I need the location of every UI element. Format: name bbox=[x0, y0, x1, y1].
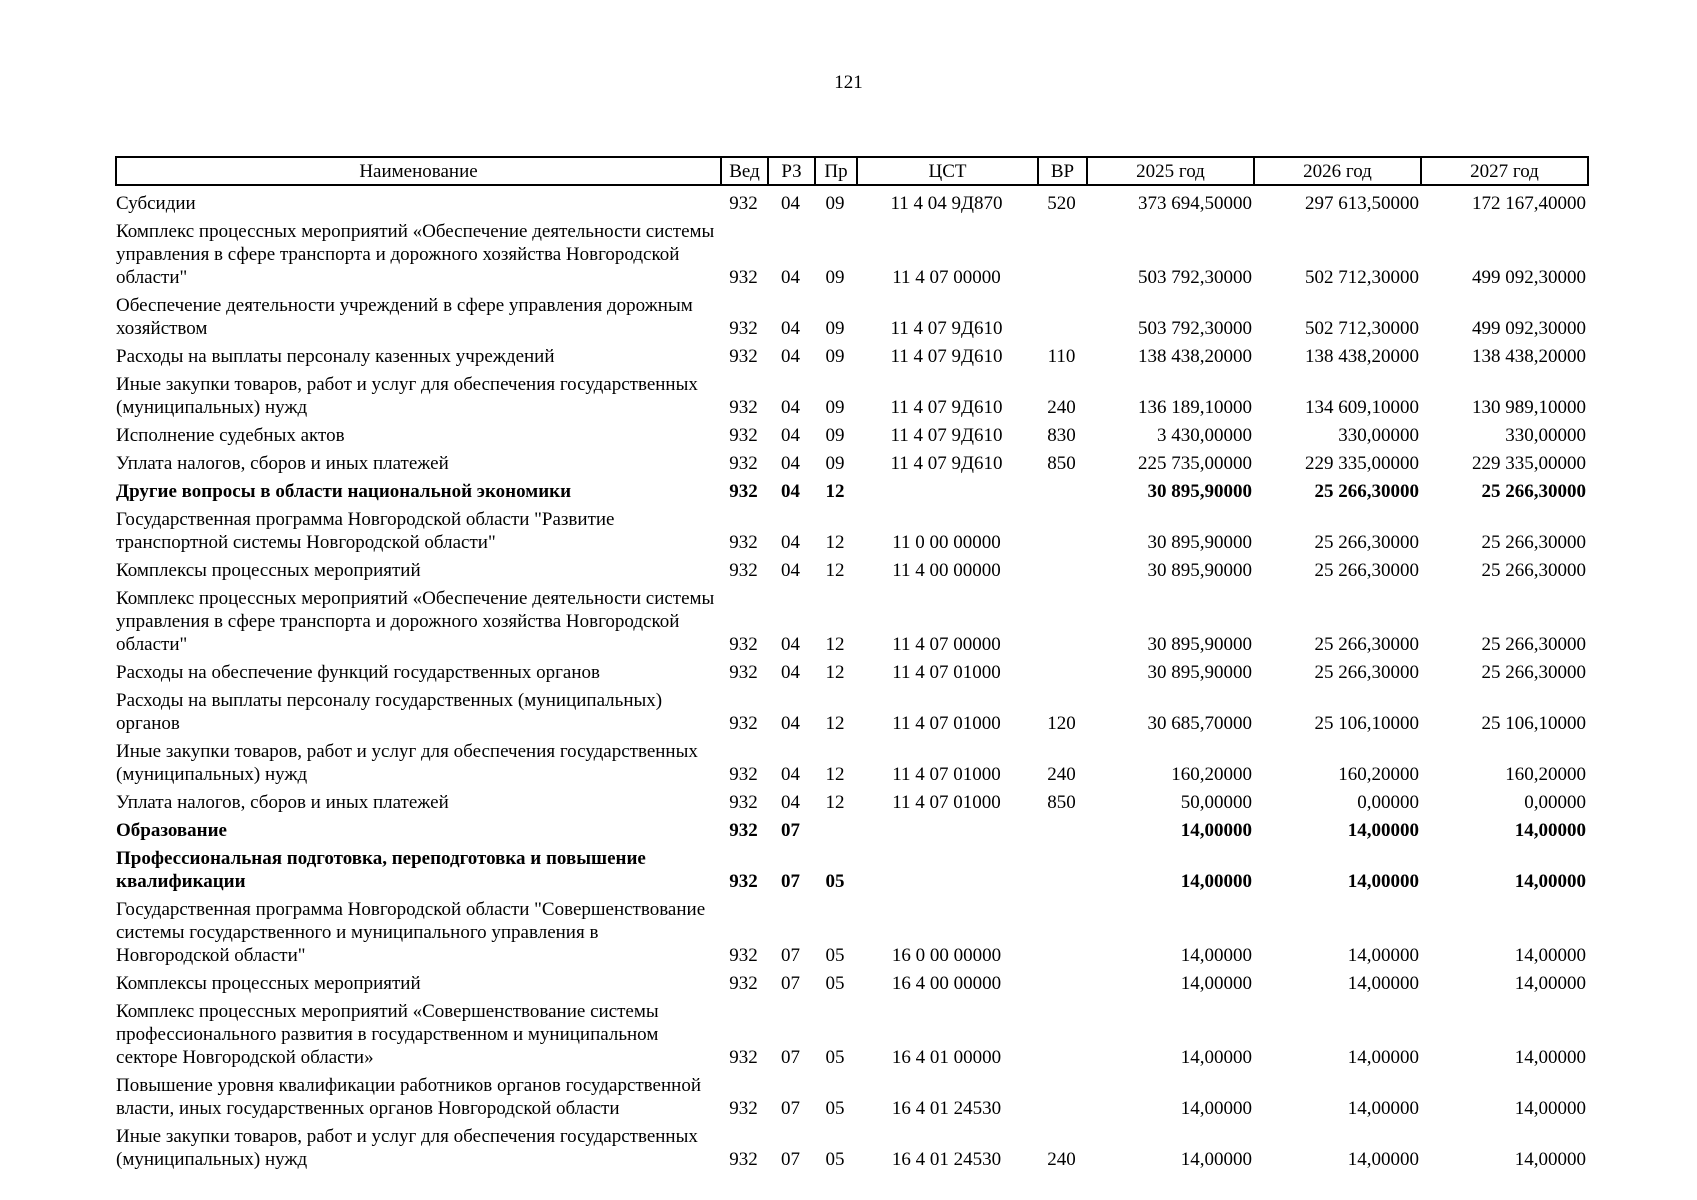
header-2026: 2026 год bbox=[1254, 157, 1421, 185]
cell-pr: 09 bbox=[825, 193, 845, 214]
table-row bbox=[116, 788, 1588, 816]
cell-2027: 14,00000 bbox=[1514, 871, 1586, 892]
cell-2026: 14,00000 bbox=[1347, 871, 1419, 892]
table-row bbox=[116, 1071, 1588, 1122]
cell-cst: 11 4 07 9Д610 bbox=[890, 346, 1003, 367]
cell-2026: 14,00000 bbox=[1347, 973, 1419, 994]
cell-cst: 11 4 07 9Д610 bbox=[890, 397, 1003, 418]
table-row bbox=[116, 185, 1588, 217]
header-vr: ВР bbox=[1038, 157, 1087, 185]
cell-2026: 14,00000 bbox=[1347, 1149, 1419, 1170]
cell-pr: 12 bbox=[825, 792, 845, 813]
header-ved: Вед bbox=[721, 157, 768, 185]
cell-vr bbox=[1038, 556, 1087, 584]
table-row bbox=[116, 370, 1588, 421]
cell-2026: 297 613,50000 bbox=[1305, 193, 1419, 214]
cell-vr: 240 bbox=[1047, 397, 1076, 418]
cell-cst bbox=[857, 844, 1038, 895]
cell-2026: 14,00000 bbox=[1347, 945, 1419, 966]
cell-vr bbox=[1038, 969, 1087, 997]
table-row bbox=[116, 342, 1588, 370]
cell-2027: 172 167,40000 bbox=[1472, 193, 1586, 214]
cell-pr: 09 bbox=[825, 425, 845, 446]
cell-cst: 11 4 04 9Д870 bbox=[890, 193, 1003, 214]
cell-cst: 11 4 07 9Д610 bbox=[890, 425, 1003, 446]
cell-2025: 50,00000 bbox=[1180, 792, 1252, 813]
table-row bbox=[116, 505, 1588, 556]
header-rz: РЗ bbox=[768, 157, 815, 185]
cell-ved: 932 bbox=[729, 945, 758, 966]
cell-rz: 07 bbox=[781, 871, 800, 892]
cell-2027: 14,00000 bbox=[1514, 945, 1586, 966]
cell-rz: 04 bbox=[781, 713, 800, 734]
cell-name: Иные закупки товаров, работ и услуг для обеспечения государственных (муниципальных) нужд bbox=[116, 741, 698, 785]
cell-rz: 07 bbox=[781, 1149, 800, 1170]
cell-2025: 136 189,10000 bbox=[1138, 397, 1252, 418]
table-row bbox=[116, 477, 1588, 505]
cell-name: Исполнение судебных актов bbox=[116, 425, 345, 446]
cell-name: Профессиональная подготовка, переподготовка и повышение квалификации bbox=[116, 848, 646, 892]
cell-2026: 14,00000 bbox=[1347, 1098, 1419, 1119]
cell-2027: 229 335,00000 bbox=[1472, 453, 1586, 474]
cell-pr: 12 bbox=[825, 662, 845, 683]
cell-2025: 3 430,00000 bbox=[1157, 425, 1252, 446]
cell-2027: 14,00000 bbox=[1514, 1149, 1586, 1170]
cell-name: Комплексы процессных мероприятий bbox=[116, 560, 421, 581]
cell-2025: 138 438,20000 bbox=[1138, 346, 1252, 367]
table-header bbox=[116, 157, 1588, 185]
cell-cst: 11 4 07 9Д610 bbox=[890, 318, 1003, 339]
cell-ved: 932 bbox=[729, 871, 758, 892]
cell-cst: 16 0 00 00000 bbox=[891, 945, 1002, 966]
cell-rz: 04 bbox=[781, 792, 800, 813]
cell-pr: 05 bbox=[825, 973, 845, 994]
cell-2027: 160,20000 bbox=[1505, 764, 1586, 785]
header-2027: 2027 год bbox=[1421, 157, 1588, 185]
cell-2027: 14,00000 bbox=[1514, 1098, 1586, 1119]
table-row bbox=[116, 969, 1588, 997]
cell-rz: 04 bbox=[781, 346, 800, 367]
cell-vr bbox=[1038, 505, 1087, 556]
cell-cst: 11 4 07 00000 bbox=[892, 634, 1001, 655]
table-row bbox=[116, 449, 1588, 477]
cell-ved: 932 bbox=[729, 634, 758, 655]
budget-table bbox=[115, 156, 1589, 1173]
cell-2025: 14,00000 bbox=[1180, 973, 1252, 994]
cell-ved: 932 bbox=[729, 397, 758, 418]
cell-ved: 932 bbox=[729, 318, 758, 339]
header-cst: ЦСТ bbox=[857, 157, 1038, 185]
cell-2025: 30 895,90000 bbox=[1147, 634, 1252, 655]
cell-2027: 14,00000 bbox=[1514, 820, 1586, 841]
cell-pr: 09 bbox=[825, 318, 845, 339]
cell-name: Повышение уровня квалификации работников органов государственной власти, иных государственных органов Новгородской области bbox=[116, 1075, 701, 1119]
cell-name: Расходы на обеспечение функций государственных органов bbox=[116, 662, 600, 683]
cell-cst: 16 4 01 24530 bbox=[891, 1149, 1002, 1170]
cell-rz: 07 bbox=[781, 973, 800, 994]
cell-cst: 11 4 07 01000 bbox=[892, 713, 1001, 734]
cell-cst: 16 4 01 00000 bbox=[891, 1047, 1002, 1068]
cell-2026: 25 266,30000 bbox=[1314, 481, 1419, 502]
table-row bbox=[116, 737, 1588, 788]
cell-vr bbox=[1038, 291, 1087, 342]
cell-2025: 503 792,30000 bbox=[1138, 267, 1252, 288]
cell-pr: 12 bbox=[825, 634, 845, 655]
cell-name: Иные закупки товаров, работ и услуг для обеспечения государственных (муниципальных) нужд bbox=[116, 1126, 698, 1170]
cell-ved: 932 bbox=[729, 1047, 758, 1068]
cell-2026: 25 106,10000 bbox=[1314, 713, 1419, 734]
cell-2026: 25 266,30000 bbox=[1314, 662, 1419, 683]
cell-vr: 520 bbox=[1047, 193, 1076, 214]
cell-2025: 14,00000 bbox=[1180, 945, 1252, 966]
cell-vr: 850 bbox=[1047, 453, 1076, 474]
cell-vr bbox=[1038, 477, 1087, 505]
cell-2026: 14,00000 bbox=[1347, 1047, 1419, 1068]
cell-cst: 11 4 07 9Д610 bbox=[890, 453, 1003, 474]
cell-name: Образование bbox=[116, 820, 227, 841]
cell-2027: 25 266,30000 bbox=[1481, 560, 1586, 581]
cell-2027: 25 266,30000 bbox=[1481, 634, 1586, 655]
cell-ved: 932 bbox=[729, 1149, 758, 1170]
cell-2025: 30 895,90000 bbox=[1147, 532, 1252, 553]
cell-ved: 932 bbox=[729, 267, 758, 288]
cell-cst: 11 4 07 01000 bbox=[892, 764, 1001, 785]
header-row bbox=[116, 157, 1588, 185]
cell-pr: 12 bbox=[825, 764, 845, 785]
cell-2025: 373 694,50000 bbox=[1138, 193, 1252, 214]
table-body bbox=[116, 185, 1588, 1173]
cell-rz: 04 bbox=[781, 560, 800, 581]
header-name: Наименование bbox=[116, 157, 721, 185]
cell-pr: 09 bbox=[825, 346, 845, 367]
cell-vr bbox=[1038, 816, 1087, 844]
cell-rz: 07 bbox=[781, 1098, 800, 1119]
cell-2025: 14,00000 bbox=[1180, 1149, 1252, 1170]
table-row bbox=[116, 421, 1588, 449]
cell-2025: 30 895,90000 bbox=[1147, 560, 1252, 581]
cell-2025: 30 895,90000 bbox=[1147, 662, 1252, 683]
cell-vr bbox=[1038, 895, 1087, 969]
cell-2026: 330,00000 bbox=[1338, 425, 1419, 446]
table-row bbox=[116, 1122, 1588, 1173]
cell-pr: 05 bbox=[825, 945, 845, 966]
cell-ved: 932 bbox=[729, 820, 758, 841]
cell-2027: 14,00000 bbox=[1514, 1047, 1586, 1068]
cell-2027: 25 266,30000 bbox=[1481, 662, 1586, 683]
cell-pr: 05 bbox=[825, 1098, 845, 1119]
cell-2026: 138 438,20000 bbox=[1305, 346, 1419, 367]
table-row bbox=[116, 895, 1588, 969]
cell-vr: 110 bbox=[1047, 346, 1076, 367]
cell-ved: 932 bbox=[729, 532, 758, 553]
cell-pr: 12 bbox=[825, 713, 845, 734]
cell-2027: 14,00000 bbox=[1514, 973, 1586, 994]
table-row bbox=[116, 997, 1588, 1071]
cell-pr: 12 bbox=[825, 560, 845, 581]
cell-cst: 11 4 00 00000 bbox=[892, 560, 1001, 581]
cell-2027: 0,00000 bbox=[1524, 792, 1586, 813]
table-row bbox=[116, 584, 1588, 658]
cell-2025: 30 685,70000 bbox=[1147, 713, 1252, 734]
cell-pr: 05 bbox=[825, 1047, 845, 1068]
cell-2026: 25 266,30000 bbox=[1314, 532, 1419, 553]
table-row bbox=[116, 686, 1588, 737]
cell-rz: 07 bbox=[781, 945, 800, 966]
cell-name: Комплекс процессных мероприятий «Совершенствование системы профессионального развития в государственном и муниципальном секторе Новгородской области» bbox=[116, 1001, 659, 1068]
cell-name: Уплата налогов, сборов и иных платежей bbox=[116, 792, 449, 813]
cell-2025: 14,00000 bbox=[1180, 1098, 1252, 1119]
cell-ved: 932 bbox=[729, 973, 758, 994]
cell-2026: 160,20000 bbox=[1338, 764, 1419, 785]
cell-2026: 502 712,30000 bbox=[1305, 318, 1419, 339]
cell-cst: 16 4 00 00000 bbox=[891, 973, 1002, 994]
cell-2027: 25 266,30000 bbox=[1481, 481, 1586, 502]
cell-vr: 850 bbox=[1047, 792, 1076, 813]
cell-2027: 130 989,10000 bbox=[1472, 397, 1586, 418]
cell-rz: 07 bbox=[781, 1047, 800, 1068]
cell-vr bbox=[1038, 997, 1087, 1071]
table-row bbox=[116, 816, 1588, 844]
cell-2027: 330,00000 bbox=[1505, 425, 1586, 446]
cell-rz: 04 bbox=[781, 397, 800, 418]
table-row bbox=[116, 658, 1588, 686]
cell-cst: 11 4 07 01000 bbox=[892, 662, 1001, 683]
cell-rz: 04 bbox=[781, 532, 800, 553]
cell-rz: 04 bbox=[781, 318, 800, 339]
cell-vr: 120 bbox=[1047, 713, 1076, 734]
cell-ved: 932 bbox=[729, 346, 758, 367]
cell-2026: 14,00000 bbox=[1347, 820, 1419, 841]
cell-name: Расходы на выплаты персоналу казенных учреждений bbox=[116, 346, 555, 367]
cell-name: Комплексы процессных мероприятий bbox=[116, 973, 421, 994]
cell-2025: 14,00000 bbox=[1180, 871, 1252, 892]
cell-2026: 0,00000 bbox=[1357, 792, 1419, 813]
cell-2027: 25 266,30000 bbox=[1481, 532, 1586, 553]
cell-2026: 134 609,10000 bbox=[1305, 397, 1419, 418]
cell-name: Расходы на выплаты персоналу государственных (муниципальных) органов bbox=[116, 690, 663, 734]
cell-vr: 830 bbox=[1047, 425, 1076, 446]
cell-pr: 05 bbox=[825, 1149, 845, 1170]
cell-pr bbox=[815, 816, 857, 844]
table-row bbox=[116, 217, 1588, 291]
cell-name: Другие вопросы в области национальной экономики bbox=[116, 481, 572, 502]
cell-name: Иные закупки товаров, работ и услуг для обеспечения государственных (муниципальных) нужд bbox=[116, 374, 698, 418]
cell-2025: 225 735,00000 bbox=[1138, 453, 1252, 474]
cell-cst bbox=[857, 477, 1038, 505]
cell-name: Государственная программа Новгородской области "Совершенствование системы государственного и муниципального управления в Новгородской области" bbox=[116, 899, 706, 966]
cell-pr: 09 bbox=[825, 397, 845, 418]
table-row bbox=[116, 556, 1588, 584]
cell-vr bbox=[1038, 658, 1087, 686]
cell-ved: 932 bbox=[729, 792, 758, 813]
cell-pr: 05 bbox=[825, 871, 845, 892]
cell-2027: 499 092,30000 bbox=[1472, 267, 1586, 288]
cell-pr: 09 bbox=[825, 453, 845, 474]
cell-ved: 932 bbox=[729, 560, 758, 581]
cell-pr: 12 bbox=[825, 532, 845, 553]
cell-cst: 16 4 01 24530 bbox=[891, 1098, 1002, 1119]
table-row bbox=[116, 291, 1588, 342]
cell-vr: 240 bbox=[1047, 1149, 1076, 1170]
cell-cst bbox=[857, 816, 1038, 844]
cell-vr bbox=[1038, 844, 1087, 895]
cell-ved: 932 bbox=[729, 764, 758, 785]
cell-rz: 04 bbox=[781, 481, 800, 502]
header-pr: Пр bbox=[815, 157, 857, 185]
cell-vr bbox=[1038, 1071, 1087, 1122]
page-number: 121 bbox=[834, 72, 863, 93]
cell-name: Государственная программа Новгородской области "Развитие транспортной системы Новгородской области" bbox=[116, 509, 615, 553]
cell-cst: 11 0 00 00000 bbox=[892, 532, 1001, 553]
cell-2026: 25 266,30000 bbox=[1314, 634, 1419, 655]
cell-ved: 932 bbox=[729, 481, 758, 502]
cell-2025: 160,20000 bbox=[1171, 764, 1252, 785]
cell-name: Уплата налогов, сборов и иных платежей bbox=[116, 453, 449, 474]
cell-ved: 932 bbox=[729, 193, 758, 214]
cell-pr: 09 bbox=[825, 267, 845, 288]
cell-rz: 04 bbox=[781, 267, 800, 288]
cell-2025: 14,00000 bbox=[1180, 820, 1252, 841]
cell-2027: 499 092,30000 bbox=[1472, 318, 1586, 339]
cell-2025: 14,00000 bbox=[1180, 1047, 1252, 1068]
table-row bbox=[116, 844, 1588, 895]
cell-pr: 12 bbox=[825, 481, 845, 502]
cell-rz: 04 bbox=[781, 764, 800, 785]
header-2025: 2025 год bbox=[1087, 157, 1254, 185]
cell-ved: 932 bbox=[729, 1098, 758, 1119]
cell-2025: 503 792,30000 bbox=[1138, 318, 1252, 339]
cell-name: Комплекс процессных мероприятий «Обеспечение деятельности системы управления в сфере транспорта и дорожного хозяйства Новгородской области" bbox=[116, 588, 715, 655]
cell-2026: 229 335,00000 bbox=[1305, 453, 1419, 474]
cell-ved: 932 bbox=[729, 713, 758, 734]
cell-rz: 04 bbox=[781, 193, 800, 214]
cell-name: Обеспечение деятельности учреждений в сфере управления дорожным хозяйством bbox=[116, 295, 693, 339]
cell-cst: 11 4 07 00000 bbox=[892, 267, 1001, 288]
cell-ved: 932 bbox=[729, 453, 758, 474]
cell-name: Субсидии bbox=[116, 193, 196, 214]
cell-rz: 04 bbox=[781, 662, 800, 683]
cell-cst: 11 4 07 01000 bbox=[892, 792, 1001, 813]
cell-rz: 04 bbox=[781, 453, 800, 474]
cell-ved: 932 bbox=[729, 662, 758, 683]
cell-vr bbox=[1038, 584, 1087, 658]
cell-vr: 240 bbox=[1047, 764, 1076, 785]
cell-ved: 932 bbox=[729, 425, 758, 446]
cell-2026: 502 712,30000 bbox=[1305, 267, 1419, 288]
cell-2027: 25 106,10000 bbox=[1481, 713, 1586, 734]
cell-rz: 07 bbox=[781, 820, 800, 841]
cell-vr bbox=[1038, 217, 1087, 291]
cell-rz: 04 bbox=[781, 425, 800, 446]
cell-2025: 30 895,90000 bbox=[1147, 481, 1252, 502]
cell-name: Комплекс процессных мероприятий «Обеспечение деятельности системы управления в сфере транспорта и дорожного хозяйства Новгородской области" bbox=[116, 221, 715, 288]
cell-2026: 25 266,30000 bbox=[1314, 560, 1419, 581]
cell-2027: 138 438,20000 bbox=[1472, 346, 1586, 367]
cell-rz: 04 bbox=[781, 634, 800, 655]
